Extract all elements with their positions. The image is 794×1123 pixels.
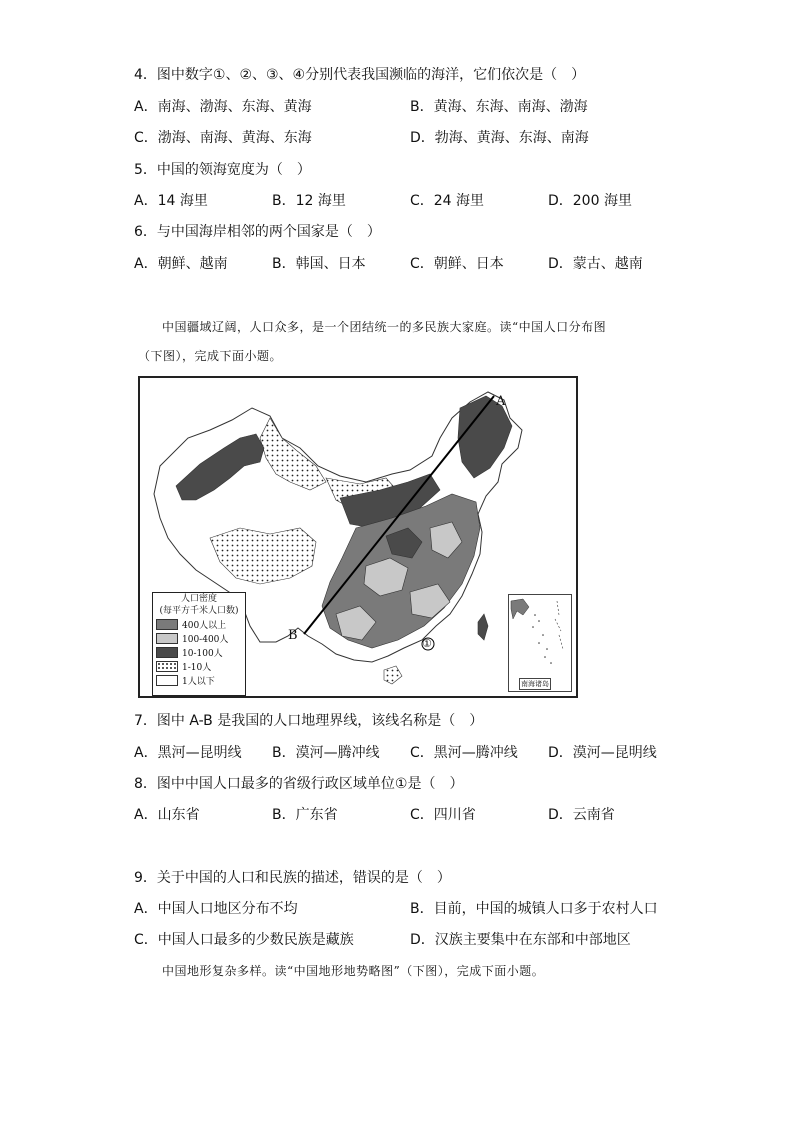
q4-option-c: C．渤海、南海、黄海、东海 [134,130,312,146]
legend-swatch [156,633,178,644]
q6-option-b: B．韩国、日本 [272,256,366,272]
legend-label: 1-10人 [182,662,212,673]
island-hainan [384,666,402,684]
q8-option-c: C．四川省 [410,807,476,823]
legend-swatch [156,647,178,658]
q8-option-a: A．山东省 [134,807,200,823]
q7-option-b: B．漠河—腾冲线 [272,745,380,761]
q5-option-a: A．14 海里 [134,193,208,209]
q4-stem: 4．图中数字①、②、③、④分别代表我国濒临的海洋，它们依次是（ ） [134,67,586,83]
legend-label: 10-100人 [182,648,223,659]
q7-option-d: D．漠河—昆明线 [548,745,657,761]
q6-option-c: C．朝鲜、日本 [410,256,504,272]
intro-terrain-line1: 中国地形复杂多样。读“中国地形地势略图”（下图），完成下面小题。 [162,964,545,978]
inset-label: 南海诸岛 [521,680,549,688]
legend-label: 1人以下 [182,676,215,687]
legend-row [153,645,245,659]
q5-option-c: C．24 海里 [410,193,485,209]
legend-swatch [156,675,178,686]
q4-option-d: D．勃海、黄海、东海、南海 [410,130,589,146]
map-legend [152,592,246,696]
q8-option-d: D．云南省 [548,807,615,823]
q9-option-b: B．目前，中国的城镇人口多于农村人口 [410,901,658,917]
map-label-b: B [288,628,298,643]
island-taiwan [478,614,488,640]
inset-drawing [509,595,569,675]
q6-option-d: D．蒙古、越南 [548,256,643,272]
legend-swatch [156,661,178,672]
q8-stem: 8．图中中国人口最多的省级行政区域单位①是（ ） [134,776,464,792]
legend-title-line2: (每平方千米人口数) [159,606,239,616]
intro-population-line2: （下图），完成下面小题。 [138,349,283,363]
legend-swatch [156,619,178,630]
legend-label: 400人以上 [182,620,227,631]
legend-title-line1: 人口密度 [180,594,217,604]
q8-option-b: B．广东省 [272,807,338,823]
legend-row [153,673,245,687]
q9-stem: 9．关于中国的人口和民族的描述，错误的是（ ） [134,870,451,886]
q9-option-c: C．中国人口最多的少数民族是藏族 [134,932,354,948]
q4-option-a: A．南海、渤海、东海、黄海 [134,99,312,115]
q5-stem: 5．中国的领海宽度为（ ） [134,162,311,178]
q9-option-a: A．中国人口地区分布不均 [134,901,298,917]
q6-stem: 6．与中国海岸相邻的两个国家是（ ） [134,224,381,240]
map-label-circle: ① [422,637,432,650]
q7-option-a: A．黑河—昆明线 [134,745,242,761]
map-label-a: A [496,394,506,409]
q7-option-c: C．黑河—腾冲线 [410,745,518,761]
q7-stem: 7．图中 A-B 是我国的人口地理界线，该线名称是（ ） [134,713,484,729]
population-distribution-map [138,376,578,698]
legend-label: 100-400人 [182,634,229,645]
legend-row [153,617,245,631]
q9-option-d: D．汉族主要集中在东部和中部地区 [410,932,631,948]
south-china-sea-inset [508,594,572,692]
legend-row [153,659,245,673]
q4-option-b: B．黄海、东海、南海、渤海 [410,99,588,115]
q5-option-b: B．12 海里 [272,193,346,209]
intro-population-line1: 中国疆域辽阔，人口众多，是一个团结统一的多民族大家庭。读“中国人口分布图 [162,320,607,334]
q6-option-a: A．朝鲜、越南 [134,256,228,272]
legend-row [153,631,245,645]
q5-option-d: D．200 海里 [548,193,632,209]
